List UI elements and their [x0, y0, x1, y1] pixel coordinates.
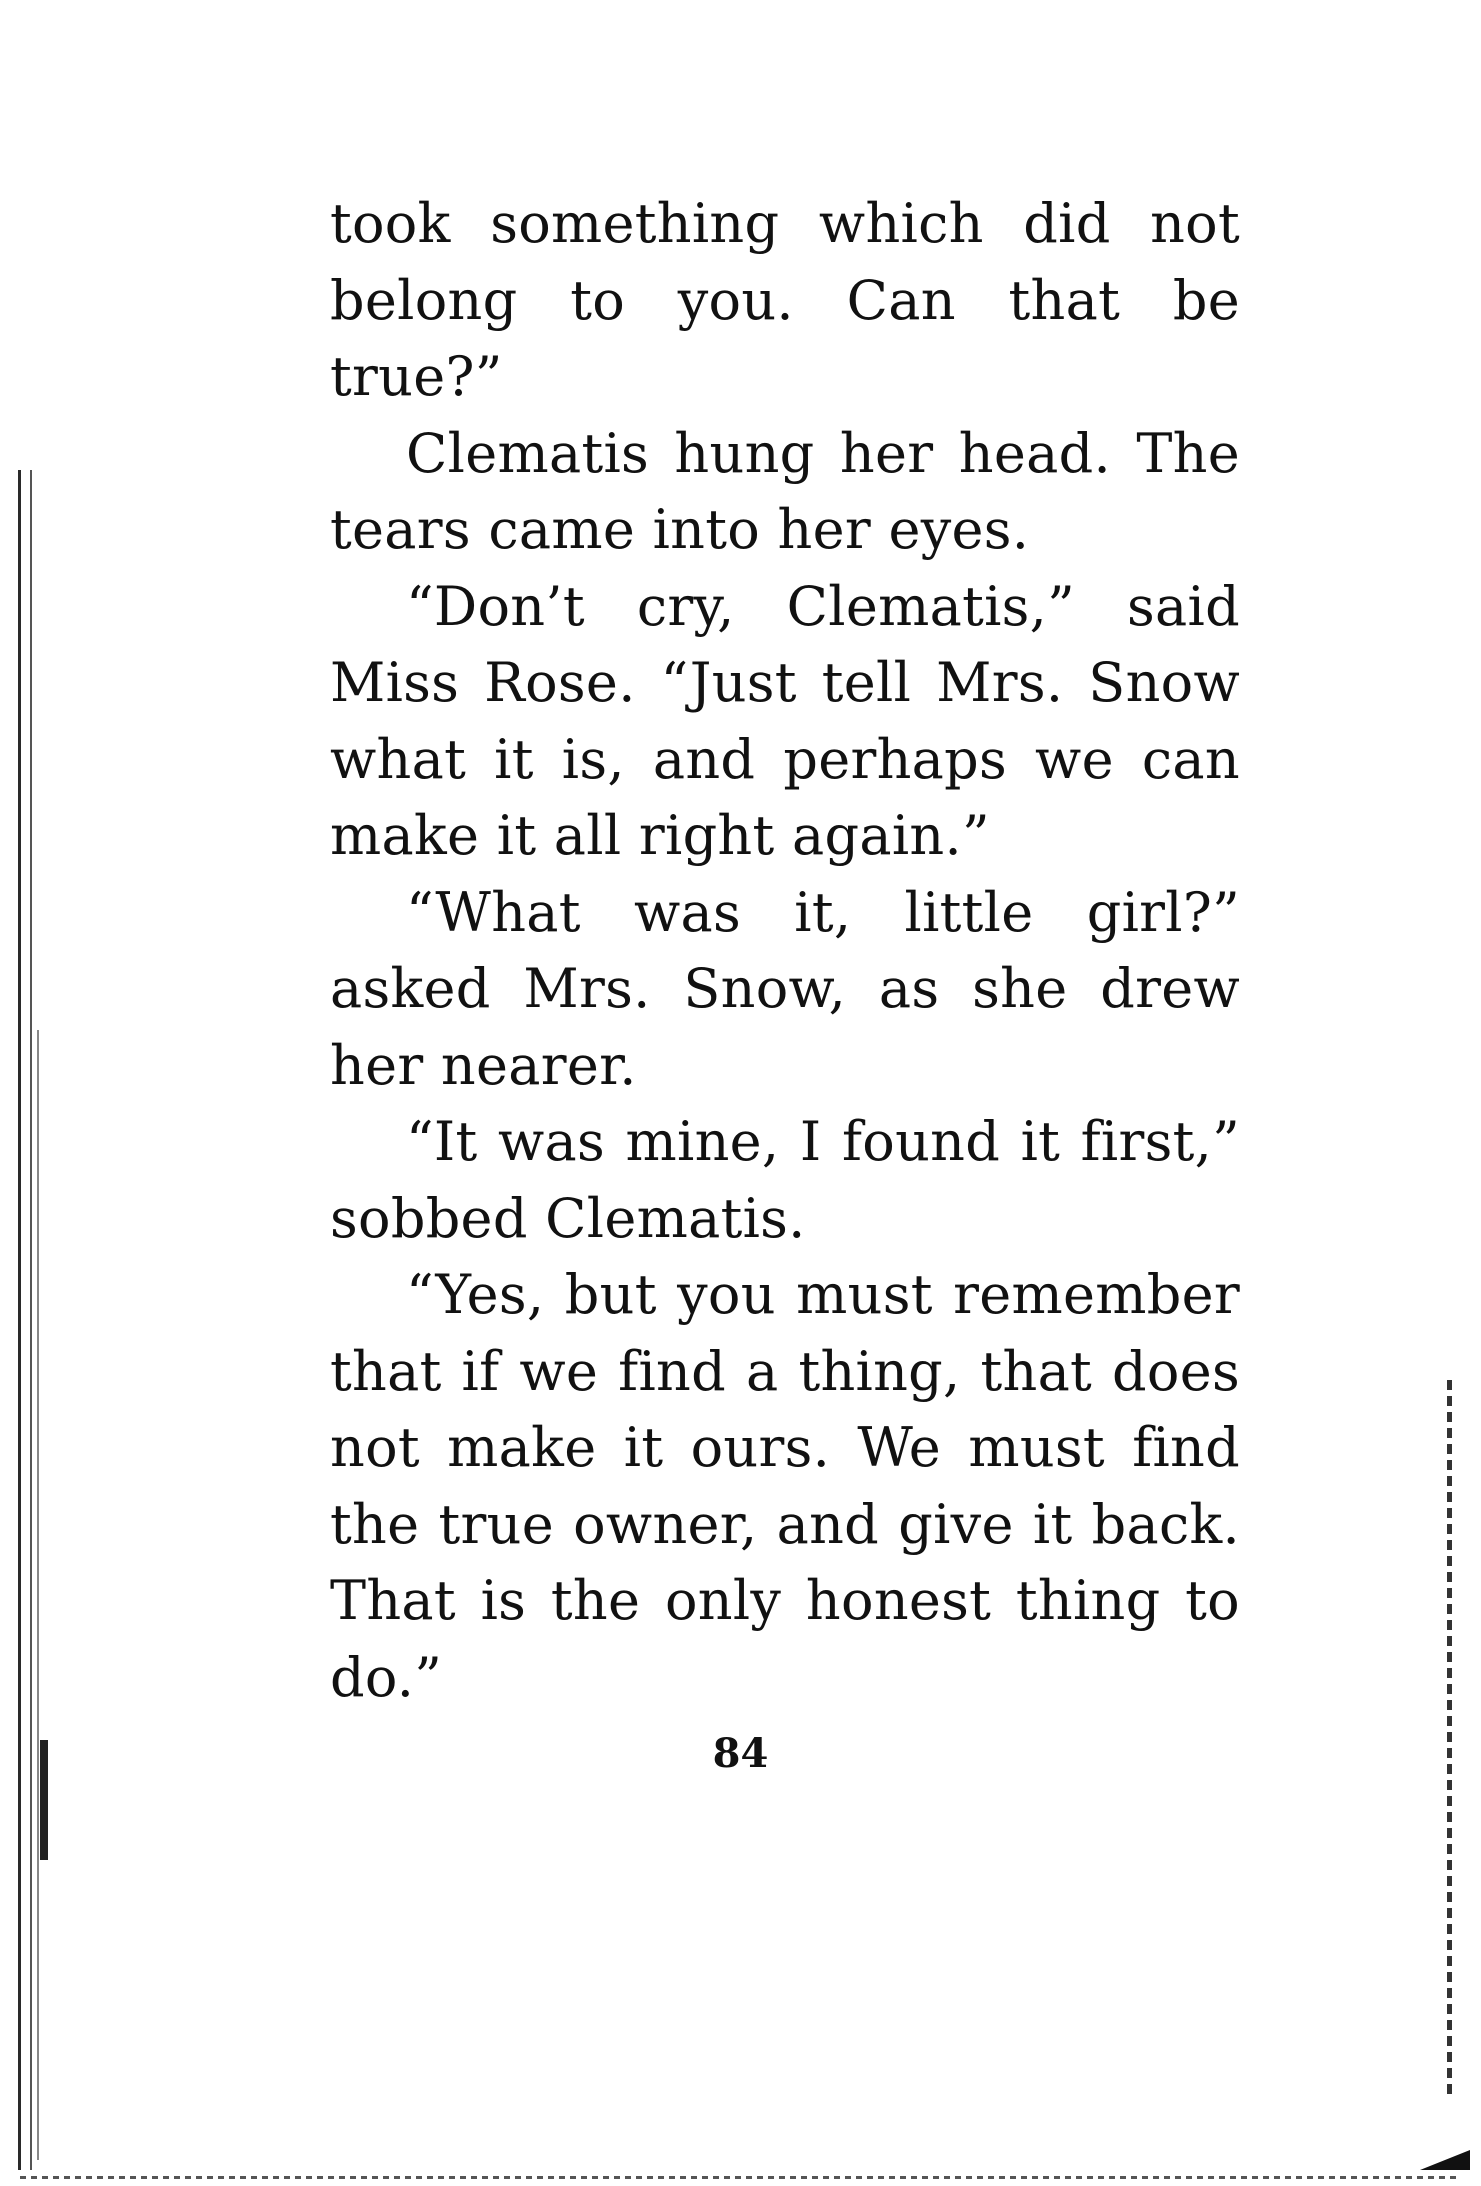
- text-line: the true owner, and give it back.: [330, 1492, 1240, 1556]
- text-line: what it is, and perhaps we can: [330, 727, 1240, 791]
- text-line: that if we find a thing, that does: [330, 1339, 1240, 1403]
- text-line: sobbed Clematis.: [330, 1186, 806, 1250]
- scan-edge-mark: [1420, 2150, 1470, 2170]
- scan-edge-line: [20, 2176, 1460, 2179]
- scan-edge-line: [30, 470, 32, 2170]
- page-number: 84: [712, 1730, 769, 1777]
- text-line: Clematis hung her head. The: [406, 421, 1240, 485]
- text-line: her nearer.: [330, 1033, 637, 1097]
- text-line: asked Mrs. Snow, as she drew: [330, 957, 1240, 1020]
- text-line: do.”: [330, 1645, 443, 1709]
- text-line: “Yes, but you must remember: [406, 1263, 1240, 1326]
- text-line: belong to you. Can that be: [330, 268, 1240, 332]
- scan-edge-line: [18, 470, 21, 2170]
- body-text: [330, 186, 1240, 1716]
- text-line: tears came into her eyes.: [330, 498, 1030, 561]
- scan-edge-line: [37, 1030, 39, 2160]
- text-line: Miss Rose. “Just tell Mrs. Snow: [330, 651, 1240, 714]
- text-line: “It was mine, I found it first,”: [406, 1110, 1240, 1173]
- text-line: took something which did not: [330, 192, 1240, 255]
- text-line: true?”: [330, 345, 503, 408]
- text-line: not make it ours. We must find: [330, 1416, 1240, 1479]
- text-line: “Don’t cry, Clematis,” said: [406, 574, 1240, 638]
- text-line: “What was it, little girl?”: [406, 880, 1240, 944]
- text-line: That is the only honest thing to: [330, 1569, 1240, 1632]
- text-line: make it all right again.”: [330, 804, 990, 867]
